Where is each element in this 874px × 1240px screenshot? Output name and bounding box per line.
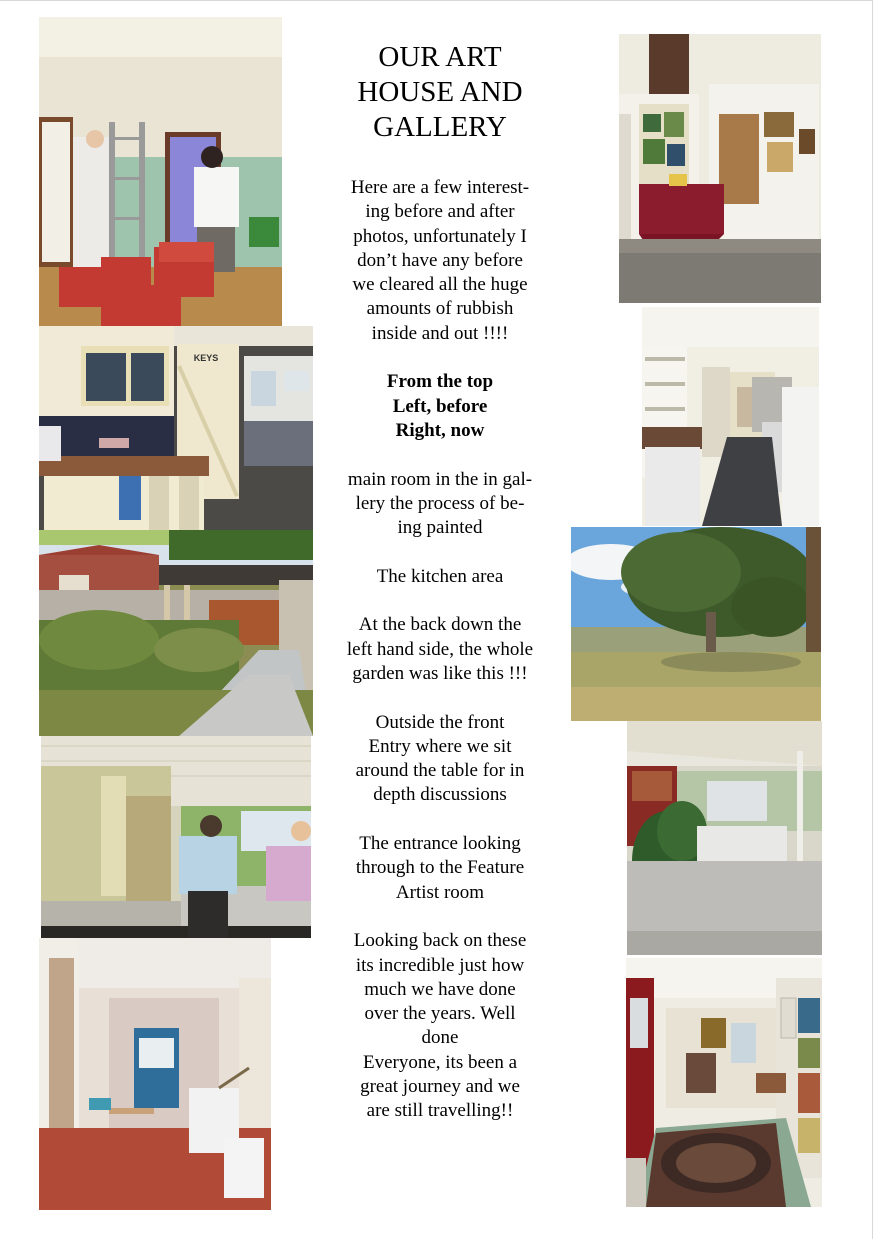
text-line: done xyxy=(421,1027,459,1049)
text-line: Looking back on these xyxy=(353,930,527,952)
caption-garden xyxy=(318,613,562,686)
text-line: ing painted xyxy=(397,517,483,539)
text-line: its incredible just how xyxy=(355,954,525,976)
photo-garden-after xyxy=(571,527,821,721)
photo-entrance-after xyxy=(626,958,822,1207)
intro-paragraph xyxy=(318,176,562,346)
photo-legend xyxy=(318,370,562,443)
title-line: GALLERY xyxy=(373,111,507,143)
text-line: ing before and after xyxy=(365,201,515,223)
title-line: OUR ART xyxy=(378,41,502,73)
text-line: main room in the in gal- xyxy=(347,468,533,490)
text-line: Everyone, its been a xyxy=(362,1051,518,1073)
text-line: great journey and we xyxy=(360,1075,520,1097)
text-line: Left, before xyxy=(392,395,488,417)
page-title xyxy=(318,40,562,145)
photo-front-entry-before xyxy=(41,736,311,938)
photo-entrance-before xyxy=(39,938,271,1210)
photo-kitchen-before xyxy=(39,326,313,530)
caption-main-room xyxy=(318,468,562,541)
text-line: around the table for in xyxy=(355,760,525,782)
text-line: The kitchen area xyxy=(376,565,504,587)
text-line: through to the Feature xyxy=(355,857,525,879)
text-line: The entrance looking xyxy=(359,833,521,855)
text-line: amounts of rubbish xyxy=(366,298,514,320)
caption-kitchen xyxy=(318,565,562,589)
caption-entrance xyxy=(318,832,562,905)
text-line: much we have done xyxy=(364,978,516,1000)
title-line: HOUSE AND xyxy=(357,76,523,108)
text-line: Outside the front xyxy=(375,711,505,733)
photo-kitchen-after xyxy=(642,307,819,526)
photo-garden-before xyxy=(39,530,313,736)
photo-main-room-after xyxy=(619,34,821,303)
article-text xyxy=(318,40,562,1148)
text-line: From the top xyxy=(386,371,494,393)
text-line: Artist room xyxy=(395,881,485,903)
text-line: depth discussions xyxy=(373,784,507,806)
svg-text:KEYS: KEYS xyxy=(193,353,219,363)
text-line: garden was like this !!! xyxy=(352,662,528,684)
text-line: inside and out !!!! xyxy=(371,322,509,344)
text-line: Here are a few interest- xyxy=(350,177,530,198)
caption-front-entry xyxy=(318,711,562,808)
text-line: Right, now xyxy=(395,419,485,441)
text-line: don’t have any before xyxy=(357,249,523,271)
photo-front-entry-after xyxy=(627,721,822,955)
text-line: At the back down the xyxy=(358,614,522,636)
text-line: lery the process of be- xyxy=(355,492,525,514)
text-line: left hand side, the whole xyxy=(346,638,534,660)
text-line: we cleared all the huge xyxy=(352,274,528,296)
text-line: over the years. Well xyxy=(364,1003,516,1025)
closing-paragraph xyxy=(318,929,562,1123)
text-line: are still travelling!! xyxy=(366,1100,514,1122)
text-line: Entry where we sit xyxy=(368,735,512,757)
text-line: photos, unfortunately I xyxy=(353,225,527,247)
photo-main-room-before xyxy=(39,17,282,326)
